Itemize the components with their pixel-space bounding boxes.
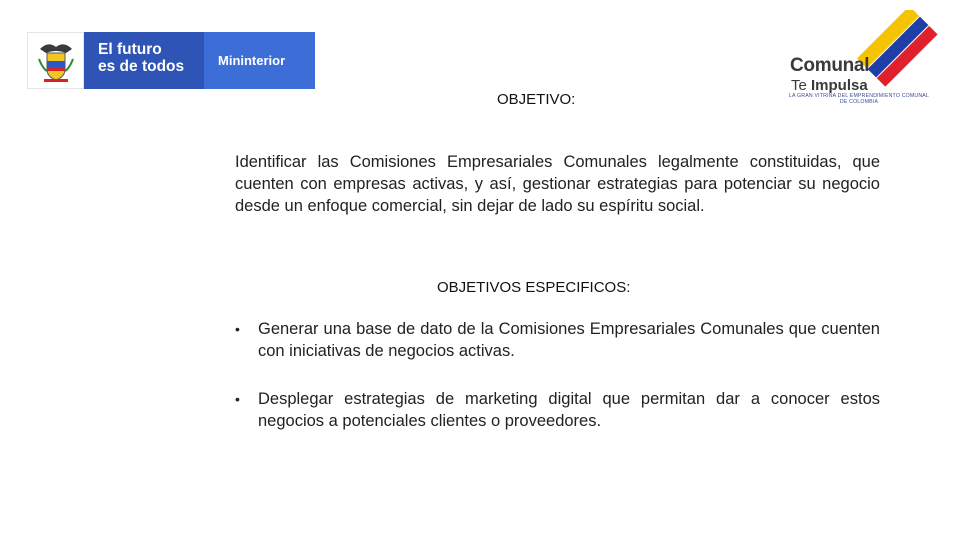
list-item — [235, 388, 880, 432]
slogan-line1: El futuro — [98, 41, 162, 58]
objetivo-text: Identificar las Comisiones Empresariales Comunales legalmente constituidas, que cuenten con empresas activas, y así, gestionar estrategias para potenciar su negocio desde un enfoque comercial, sin dejar de lado su espíritu social. — [235, 153, 880, 215]
especificos-heading: OBJETIVOS ESPECIFICOS: — [437, 279, 631, 296]
coat-of-arms-icon — [27, 32, 84, 89]
list-item-text: Generar una base de dato de la Comisiones Empresariales Comunales que cuenten con iniciativas de negocios activas. — [258, 320, 880, 360]
brand-name: Comunal — [790, 55, 870, 76]
list-item-text: Desplegar estrategias de marketing digital que permitan dar a conocer estos negocios a potenciales clientes o proveedores. — [258, 390, 880, 430]
bullet-icon: • — [235, 321, 240, 337]
brand-tagline: LA GRAN VITRINA DEL EMPRENDIMIENTO COMUNAL DE COLOMBIA — [788, 93, 930, 105]
ministry-label: Mininterior — [204, 32, 315, 89]
brand-sub-light: Te — [791, 77, 812, 94]
slogan-block — [84, 32, 204, 89]
comunal-logo — [780, 10, 940, 110]
brand-sub-bold: Impulsa — [811, 77, 868, 94]
gobierno-logo — [27, 32, 315, 89]
especificos-list — [235, 318, 880, 458]
slogan-line2: es de todos — [98, 58, 185, 75]
bullet-icon: • — [235, 391, 240, 407]
objetivo-heading: OBJETIVO: — [497, 91, 576, 108]
brand-subtitle — [791, 77, 868, 94]
list-item — [235, 318, 880, 362]
